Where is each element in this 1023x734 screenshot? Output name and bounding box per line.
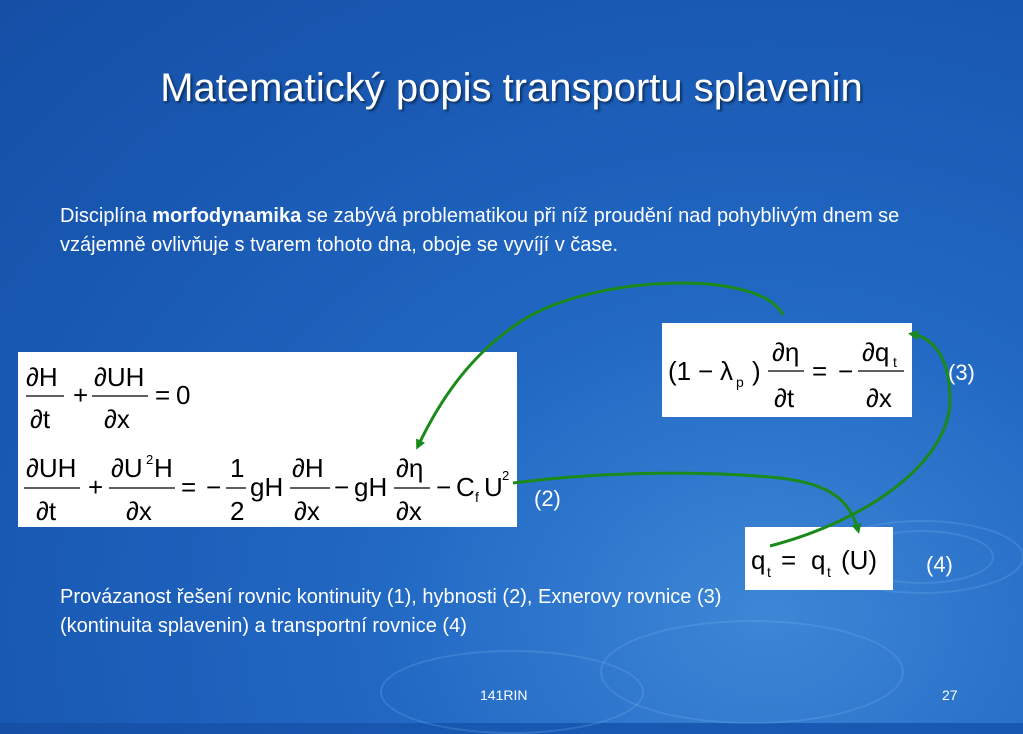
svg-text:+: + — [73, 380, 89, 410]
svg-text:∂U: ∂U — [111, 453, 143, 483]
svg-text:−: − — [334, 472, 350, 502]
svg-text:q: q — [811, 545, 826, 575]
equation-3-box — [662, 323, 912, 417]
svg-text:): ) — [752, 356, 761, 386]
equation-3-formula — [662, 323, 912, 417]
intro-paragraph — [60, 202, 920, 260]
svg-text:=: = — [181, 472, 197, 502]
svg-text:∂t: ∂t — [774, 383, 795, 413]
slide-title: Matematický popis transportu splavenin — [160, 66, 863, 110]
svg-text:gH: gH — [250, 472, 284, 502]
svg-text:H: H — [154, 453, 173, 483]
summary-paragraph: Provázanost řešení rovnic kontinuity (1), hybnosti (2), Exnerovy rovnice (3) (kontinuita splavenin) a transportní rovnice (4) — [60, 586, 722, 637]
svg-text:q: q — [751, 545, 766, 575]
svg-text:=: = — [812, 356, 828, 386]
intro-bold-term: morfodynamika — [152, 205, 302, 227]
arrow-eq2-to-eq4 — [513, 473, 858, 530]
svg-text:(U): (U) — [841, 545, 878, 575]
equation-4-label: (4) — [926, 552, 953, 577]
svg-text:2: 2 — [502, 468, 510, 483]
svg-text:∂x: ∂x — [866, 383, 892, 413]
svg-text:−: − — [206, 472, 222, 502]
svg-text:(1: (1 — [668, 356, 692, 386]
svg-text:∂H: ∂H — [26, 362, 58, 392]
svg-text:∂UH: ∂UH — [26, 453, 77, 483]
svg-text:2: 2 — [230, 496, 245, 526]
svg-text:∂x: ∂x — [396, 496, 422, 526]
svg-text:f: f — [475, 489, 479, 505]
equation-2-label: (2) — [534, 486, 561, 511]
svg-text:∂H: ∂H — [292, 453, 324, 483]
footer-course-code: 141RIN — [480, 687, 528, 703]
svg-text:+: + — [88, 472, 104, 502]
svg-text:=: = — [781, 545, 797, 575]
svg-text:∂x: ∂x — [126, 496, 152, 526]
svg-text:∂UH: ∂UH — [94, 362, 145, 392]
svg-text:1: 1 — [230, 453, 245, 483]
svg-text:=: = — [155, 380, 171, 410]
svg-text:t: t — [827, 564, 831, 580]
svg-text:−: − — [436, 472, 452, 502]
equation-4-box — [745, 527, 893, 590]
svg-text:t: t — [767, 564, 771, 580]
equations-1-2-box — [18, 352, 517, 527]
equation-3-label: (3) — [948, 360, 975, 385]
svg-text:∂t: ∂t — [30, 404, 51, 434]
svg-text:∂t: ∂t — [36, 496, 57, 526]
intro-text-start: Disciplína — [60, 205, 153, 227]
svg-text:C: C — [456, 472, 475, 502]
equations-1-2-formula — [18, 352, 517, 527]
svg-text:∂x: ∂x — [104, 404, 130, 434]
svg-text:∂η: ∂η — [396, 453, 424, 483]
equation-1-label: (1) — [238, 381, 265, 406]
svg-text:−: − — [838, 356, 854, 386]
equation-4-formula — [745, 527, 893, 590]
svg-text:∂x: ∂x — [294, 496, 320, 526]
svg-text:∂η: ∂η — [772, 337, 800, 367]
svg-text:λ: λ — [720, 356, 733, 386]
svg-text:2: 2 — [146, 452, 154, 467]
svg-text:∂q: ∂q — [862, 337, 890, 367]
svg-text:−: − — [698, 356, 714, 386]
svg-text:gH: gH — [354, 472, 388, 502]
svg-text:0: 0 — [176, 380, 191, 410]
svg-text:U: U — [484, 472, 503, 502]
intro-text-end: se zabývá problematikou při níž proudění nad pohyblivým dnem se vzájemně ovlivňuje s tvarem tohoto dna, oboje se vyvíjí v čase. — [60, 205, 900, 256]
svg-text:p: p — [736, 374, 744, 390]
svg-text:t: t — [893, 354, 897, 370]
footer-page-number: 27 — [942, 687, 958, 703]
